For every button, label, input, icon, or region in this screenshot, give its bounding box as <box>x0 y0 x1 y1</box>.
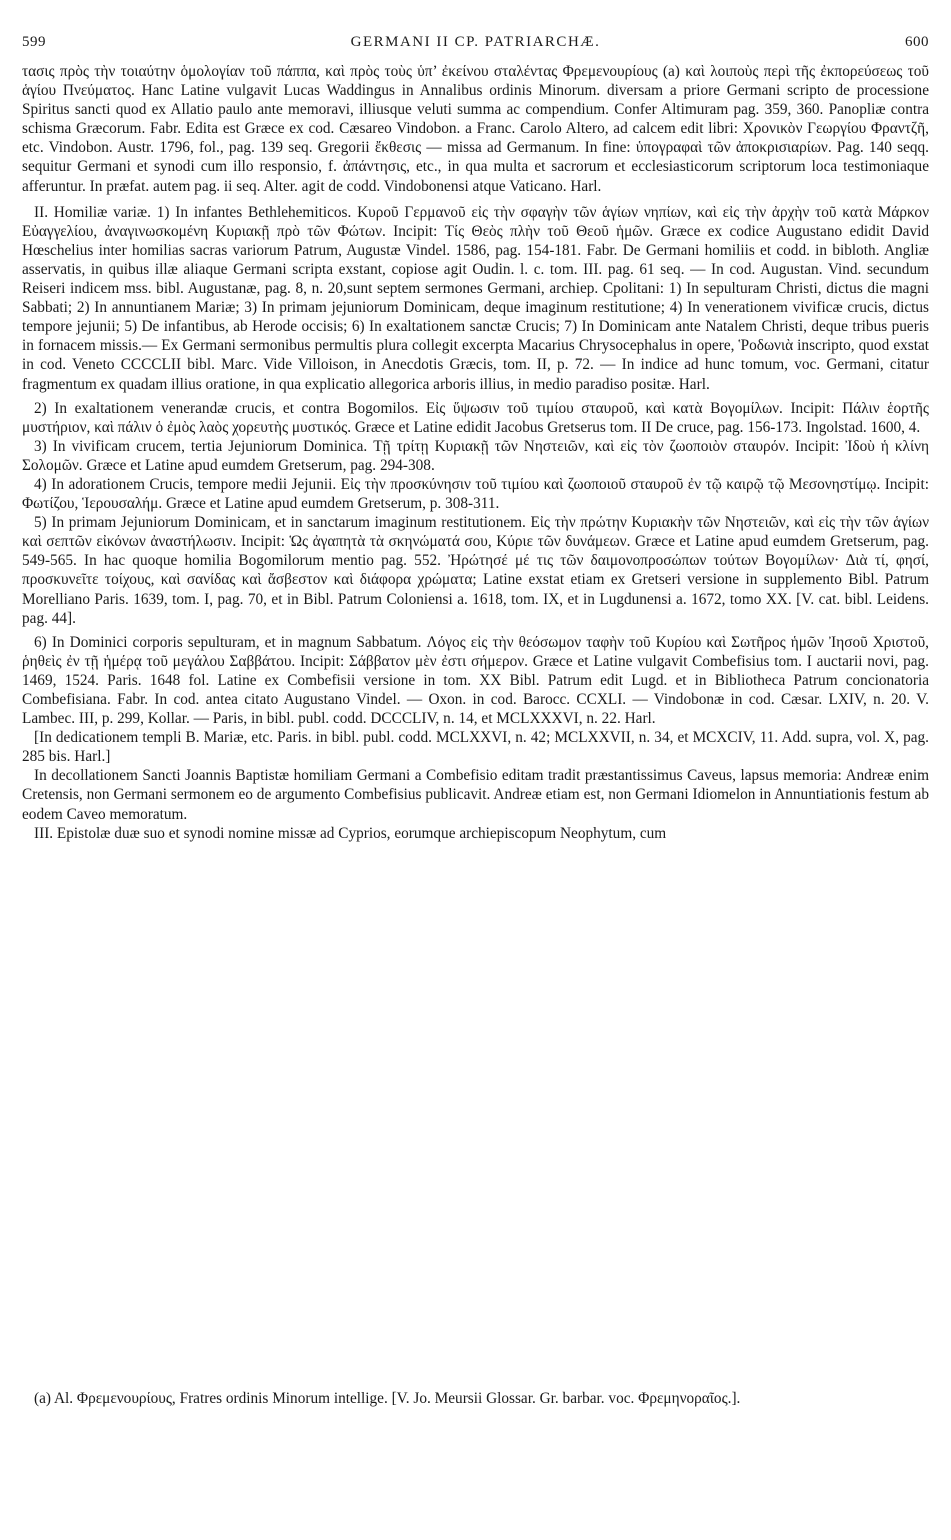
paragraph-dedication-note: [In dedicationem templi B. Mariæ, etc. Paris. in bibl. publ. codd. MCLXXVI, n. 42; MCLXXVII, n. 34, et MCXCIV, 11. Add. supra, vol. X, pag. 285 bis. Harl.] <box>22 729 929 766</box>
right-column-number: 600 <box>905 34 929 50</box>
paragraph-homily-3: 3) In vivificam crucem, tertia Jejuniorum Dominica. Τῇ τρίτῃ Κυριακῇ τῶν Νηστειῶν, καὶ εἰς τὸν ζωοποιὸν σταυρόν. Incipit: Ἰδοὺ ἡ κλίνη Σολομῶν. Græce et Latine apud eumdem Gretserum, pag. 294-308. <box>22 437 929 474</box>
running-title: GERMANI II CP. PATRIARCHÆ. <box>350 34 601 50</box>
paragraph-homiliae-variae: II. Homiliæ variæ. 1) In infantes Bethlehemiticos. Κυροῦ Γερμανοῦ εἰς τὴν σφαγὴν τῶν ἁγίων νηπίων, καὶ εἰς τὴν ἀρχὴν τοῦ κατὰ Μάρκον Εὐαγγελίου, ἀναγινωσκομένη Κυριακῇ πρὸ τῶν Φώτων. Incipit: Τίς Θεὸς πλὴν τοῦ Θεοῦ ἡμῶν. Græce ex codice Augustano edidit David Hœschelius inter homilias sacras variorum Patrum, Augustæ Vindel. 1586, pag. 154-181. Fabr. De Germani homiliis et codd. in bibloth. Angliæ asservatis, in quibus illæ aliaque Germani scripta exstant, copiose agit Oudin. l. c. tom. III. pag. 61 seq. — In cod. Augustan. Vind. secundum Reiseri indicem mss. bibl. Augustanæ, pag. 8, n. 20,sunt septem sermones Germani, archiep. Cpolitani: 1) In sepulturam Christi, dictus die magni Sabbati; 2) In annuntianem Mariæ; 3) In primam jejuniorum Dominicam, deque imaginum restitutione; 4) In venerationem vivificæ crucis, dictus tempore jejunii; 5) De infantibus, ab Herode occisis; 6) In exaltationem sanctæ Crucis; 7) In Dominicam ante Natalem Christi, deque tribus pueris in fornacem missis.— Ex Germani sermonibus permultis plura collegit excerpta Macarius Chrysocephalus in opere, Ῥοδωνιὰ inscripto, quod exstat in cod. Veneto CCCCLII bibl. Marc. Vide Villoison, in Anecdotis Græcis, tom. II, p. 72. — In indice ad hunc tomum, voc. Germani, citatur fragmentum ex quadam illius oratione, in qua explicatio allegorica arboris illius, in medio paradiso positæ. Harl. <box>22 203 929 393</box>
footnote <box>22 1389 929 1408</box>
paragraph-homily-6: 6) In Dominici corporis sepulturam, et in magnum Sabbatum. Λόγος εἰς τὴν θεόσωμον ταφὴν τοῦ Κυρίου καὶ Σωτῆρος ἡμῶν Ἰησοῦ Χριστοῦ, ῥηθεὶς ἐν τῇ ἡμέρᾳ τοῦ μεγάλου Σαββάτου. Incipit: Σάββατον μὲν ἐστι σήμερον. Græce et Latine vulgavit Combefisius tom. I auctarii novi, pag. 1469, 1524. Paris. 1648 fol. Latine ex Combefisii versione in tom. XX Bibl. Patrum edit Lugd. et in Bibliotheca Patrum concionatoria Combefisiana. Fabr. In cod. antea citato Augustano Vindel. — Oxon. in cod. Barocc. CCXLI. — Vindobonæ in cod. Cæsar. LXIV, n. 20. V. Lambec. III, p. 299, Kollar. — Paris, in bibl. publ. codd. DCCCLIV, n. 14, et MCLXXXVI, n. 22. Harl. <box>22 633 929 728</box>
running-header <box>22 34 929 58</box>
footnote-text: (a) Al. Φρεμενουρίους, Fratres ordinis Minorum intellige. [V. Jo. Meursii Glossar. Gr. barbar. voc. Φρεμηνοραῖος.]. <box>34 1390 741 1407</box>
main-text <box>22 62 929 843</box>
paragraph-homily-5: 5) In primam Jejuniorum Dominicam, et in sanctarum imaginum restitutionem. Εἰς τὴν πρώτην Κυριακὴν τῶν Νηστειῶν, καὶ εἰς τὴν τῶν ἁγίων καὶ σεπτῶν εἰκόνων ἀναστήλωσιν. Incipit: Ὡς ἀγαπητὰ τὰ σκηνώματά σου, Κύριε τῶν δυνάμεων. Græce et Latine apud eumdem Gretserum, pag. 549-565. In hac quoque homilia Bogomilorum mentio pag. 552. Ἠρώτησέ μέ τις τῶν δαιμονοπροσώπων τούτων Βογομίλων· Διὰ τί, φησί, προσκυνεῖτε τοίχους, καὶ σανίδας καὶ ἄσβεστον καὶ διάφορα χρώματα; Latine exstat etiam ex Gretseri versione in supplemento Bibl. Patrum Morelliano Paris. 1639, tom. I, pag. 70, et in Bibl. Patrum Coloniensi a. 1618, tom. IX, et in Lugdunensi a. 1672, tomo XX. [V. cat. bibl. Leidens. pag. 44]. <box>22 514 929 627</box>
paragraph-epistolae: III. Epistolæ duæ suo et synodi nomine missæ ad Cyprios, eorumque archiepiscopum Neophytum, cum <box>34 824 667 842</box>
paragraph-decollation-note: In decollationem Sancti Joannis Baptistæ homiliam Germani a Combefisio editam tradit præstantissimus Caveus, lapsus memoria: Andreæ enim Cretensis, non Germani sermonem eo de argumento Combefisius publicavit. Andreæ etiam est, non Germani Idiomelon in Annuntiationis festum ab eodem Caveo memoratum. <box>22 767 929 823</box>
paragraph-homily-2: 2) In exaltationem venerandæ crucis, et contra Bogomilos. Εἰς ὕψωσιν τοῦ τιμίου σταυροῦ, καὶ κατὰ Βογομίλων. Incipit: Πάλιν ἑορτῆς μυστήριον, καὶ πάλιν ὁ ἐμὸς λαὸς χορευτὴς μυστικός. Græce et Latine edidit Jacobus Gretserus tom. II De cruce, pag. 156-173. Ingolstad. 1600, 4. <box>22 399 929 436</box>
paragraph-homily-4: 4) In adorationem Crucis, tempore medii Jejunii. Εἰς τὴν προσκύνησιν τοῦ τιμίου καὶ ζωοποιοῦ σταυροῦ ἐν τῷ καιρῷ τῷ Μεσονηστίμῳ. Incipit: Φωτίζου, Ἱερουσαλήμ. Græce et Latine apud eumdem Gretserum, p. 308-311. <box>22 475 929 513</box>
left-column-number: 599 <box>22 34 46 50</box>
paragraph-continuation: τασις πρὸς τὴν τοιαύτην ὁμολογίαν τοῦ πάππα, καὶ πρὸς τοὺς ὑπ’ ἐκείνου σταλέντας Φρεμενουρίους (a) καὶ λοιποὺς περὶ τῆς ἐκπορεύσεως τοῦ ἁγίου Πνεύματος. Hanc Latine vulgavit Lucas Waddingus in Annalibus ordinis Minorum. diversam a priore Germani scripto de processione Spiritus sancti quod ex Allatio paulo ante memoravi, illiusque veluti summa ac compendium. Confer Altimuram pag. 359, 360. Panopliæ contra schisma Græcorum. Fabr. Edita est Græce ex cod. Cæsareo Vindobon. a Franc. Carolo Altero, ad calcem edit libri: Χρονικὸν Γεωργίου Φραντζῆ, etc. Vindobon. Austr. 1796, fol., pag. 139 seq. Gregorii ἔκθεσις — missa ad Germanum. In fine: ὑπογραφαὶ τῶν ἀποκρισιαρίων. Pag. 140 seqq. sequitur Germani et synodi cum illo responsio, f. ἀπάντησις, etc., in qua multa et sacrorum et ecclesiasticorum scriptorum loca testimoniaque afferuntur. In præfat. autem pag. ii seq. Alter. agit de codd. Vindobonensi atque Vaticano. Harl. <box>22 63 929 195</box>
